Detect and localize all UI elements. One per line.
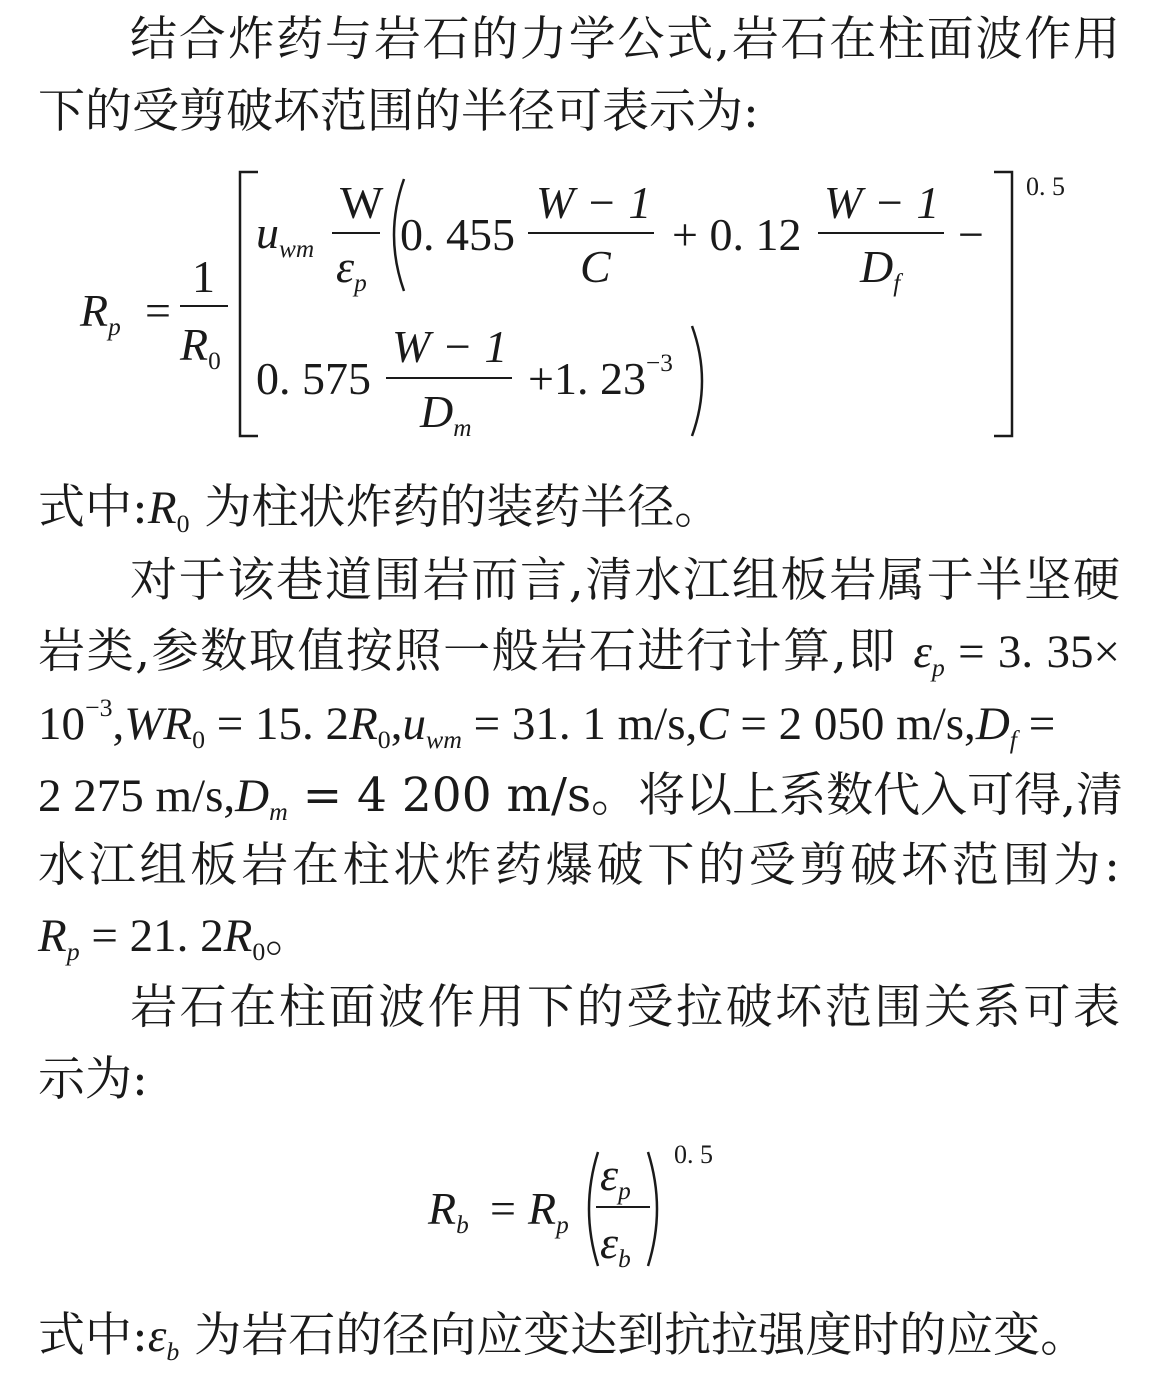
p2-l3-D-sub: f bbox=[1009, 725, 1017, 755]
eq1-exponent: 0. 5 bbox=[1026, 172, 1065, 201]
p2-l3-f: = 2 050 m/s, bbox=[728, 698, 976, 750]
eq1-R0: R bbox=[180, 319, 209, 370]
eq1-plus-coeff-2: + 0. 12 bbox=[672, 209, 802, 260]
eq1-num-2: W − 1 bbox=[824, 177, 940, 228]
eq1-Dm-sub: m bbox=[453, 413, 472, 442]
paragraph-2-line-5: 水江组板岩在柱状炸药爆破下的受剪破坏范围为: bbox=[38, 838, 1120, 893]
p2-l3-sup: −3 bbox=[85, 692, 113, 722]
eq2-left-paren bbox=[578, 1148, 602, 1270]
note-2-prefix: 式中: bbox=[38, 1308, 148, 1363]
p2-l3-c: = 15. 2 bbox=[205, 698, 350, 750]
p2-l6-end: 。 bbox=[265, 908, 313, 963]
note-2-symbol: ε bbox=[147, 1310, 167, 1362]
p2-l2-text: 岩类,参数取值按照一般岩石进行计算,即 bbox=[38, 624, 914, 679]
eq1-eps: ε bbox=[336, 241, 355, 292]
paragraph-3-line-1: 岩石在柱面波作用下的受拉破坏范围关系可表 bbox=[130, 980, 1120, 1035]
paragraph-2-line-6 bbox=[38, 906, 1120, 966]
p2-l3-C: C bbox=[697, 698, 729, 750]
eq1-num-3: W − 1 bbox=[392, 321, 508, 372]
eq1-frac-2-bar bbox=[818, 232, 944, 234]
paragraph-1-line-2: 下的受剪破坏范围的半径可表示为: bbox=[38, 84, 759, 139]
p2-l4-b: = 4 200 m/s。将以上系数代入可得,清 bbox=[287, 768, 1124, 823]
p2-l4-D-sub: m bbox=[269, 797, 288, 827]
eq1-right-bracket bbox=[990, 168, 1020, 440]
p2-l3-e: = 31. 1 m/s, bbox=[461, 698, 698, 750]
eq1-R0-sub: 0 bbox=[208, 346, 221, 375]
p2-l4-D: D bbox=[235, 770, 270, 822]
p2-l6-R: R bbox=[38, 910, 67, 962]
eq1-lhs-symbol: R bbox=[80, 285, 109, 336]
note-1-symbol: R bbox=[147, 482, 177, 534]
eq1-right-paren-1 bbox=[688, 322, 714, 440]
eq1-Df-sub: f bbox=[893, 268, 901, 297]
eq1-coeff-1: 0. 455 bbox=[400, 209, 515, 260]
eq2-lhs: R bbox=[428, 1183, 457, 1234]
note-2-rest: 为岩石的径向应变达到抗拉强度时的应变。 bbox=[179, 1308, 1088, 1363]
p2-l3-u: u bbox=[402, 698, 426, 750]
eq2-eps-p-sub: p bbox=[618, 1176, 631, 1205]
p2-l6-R2: R bbox=[223, 910, 253, 962]
eq1-Df: D bbox=[860, 241, 894, 292]
p2-l3-D: D bbox=[975, 698, 1010, 750]
eq2-equals: = bbox=[490, 1183, 516, 1234]
note-2-sub: b bbox=[166, 1337, 180, 1367]
eq1-outer-fraction-bar bbox=[180, 305, 228, 307]
eq1-plus-const: +1. 23 bbox=[528, 353, 646, 404]
p2-l3-R: R bbox=[349, 698, 378, 750]
eq1-u: u bbox=[256, 207, 279, 258]
p2-l3-a: 10 bbox=[38, 698, 85, 750]
p2-l4-a: 2 275 m/s, bbox=[38, 770, 236, 822]
eq1-eps-sub: p bbox=[354, 268, 367, 297]
p2-l6-sub2: 0 bbox=[252, 937, 266, 967]
p2-l3-WR: WR bbox=[124, 698, 193, 750]
note-2 bbox=[38, 1306, 1120, 1366]
eq2-fraction-bar bbox=[596, 1206, 650, 1208]
note-1-rest: 为柱状炸药的装药半径。 bbox=[189, 480, 722, 535]
eq1-W: W bbox=[340, 177, 384, 228]
eq1-frac-3-bar bbox=[386, 377, 512, 379]
p2-l6-sub: p bbox=[66, 937, 80, 967]
paragraph-1-line-1: 结合炸药与岩石的力学公式,岩石在柱面波作用 bbox=[130, 12, 1120, 67]
eq2-exponent: 0. 5 bbox=[674, 1140, 713, 1169]
paragraph-2-line-4 bbox=[38, 766, 1124, 827]
note-1-sub: 0 bbox=[176, 509, 190, 539]
note-1 bbox=[38, 478, 1120, 538]
p2-l3-d: , bbox=[390, 698, 403, 750]
eq2-eps-b-sub: b bbox=[618, 1244, 631, 1273]
p2-l2-eps: ε bbox=[913, 626, 932, 678]
eq1-u-sub: wm bbox=[279, 234, 315, 263]
paragraph-3-line-2: 示为: bbox=[38, 1052, 148, 1107]
eq1-coeff-3: 0. 575 bbox=[256, 353, 371, 404]
p2-l3-u-sub: wm bbox=[425, 725, 462, 755]
paragraph-2-line-3 bbox=[38, 694, 1120, 754]
paragraph-2-line-1: 对于该巷道围岩而言,清水江组板岩属于半坚硬 bbox=[130, 553, 1120, 608]
eq1-lhs-sub: p bbox=[108, 312, 121, 341]
eq1-W-eps-bar bbox=[332, 232, 380, 234]
eq2-right-paren bbox=[644, 1148, 668, 1270]
eq2-eps-b: ε bbox=[600, 1217, 619, 1268]
p2-l3-R-sub: 0 bbox=[377, 725, 391, 755]
p2-l3-b: , bbox=[112, 698, 125, 750]
p2-l3-WR-sub: 0 bbox=[192, 725, 206, 755]
eq1-one: 1 bbox=[192, 251, 215, 302]
p2-l6-b: = 21. 2 bbox=[79, 910, 224, 962]
p2-l3-g: = bbox=[1016, 698, 1056, 750]
eq2-eps-p: ε bbox=[600, 1149, 619, 1200]
eq1-minus: − bbox=[958, 209, 984, 260]
eq1-frac-1-bar bbox=[528, 232, 654, 234]
eq1-equals: = bbox=[145, 285, 171, 336]
note-1-prefix: 式中: bbox=[38, 480, 148, 535]
p2-l2-value: = 3. 35× bbox=[944, 626, 1121, 678]
eq2-Rp-sub: p bbox=[556, 1210, 569, 1239]
paragraph-2-line-2 bbox=[38, 622, 1120, 682]
eq1-den-C: C bbox=[580, 241, 611, 292]
eq2-Rp: R bbox=[528, 1183, 557, 1234]
eq1-const-sup: −3 bbox=[645, 349, 673, 378]
eq1-Dm: D bbox=[420, 386, 454, 437]
eq1-num-1: W − 1 bbox=[536, 177, 652, 228]
eq2-lhs-sub: b bbox=[456, 1210, 469, 1239]
p2-l2-eps-sub: p bbox=[931, 653, 945, 683]
